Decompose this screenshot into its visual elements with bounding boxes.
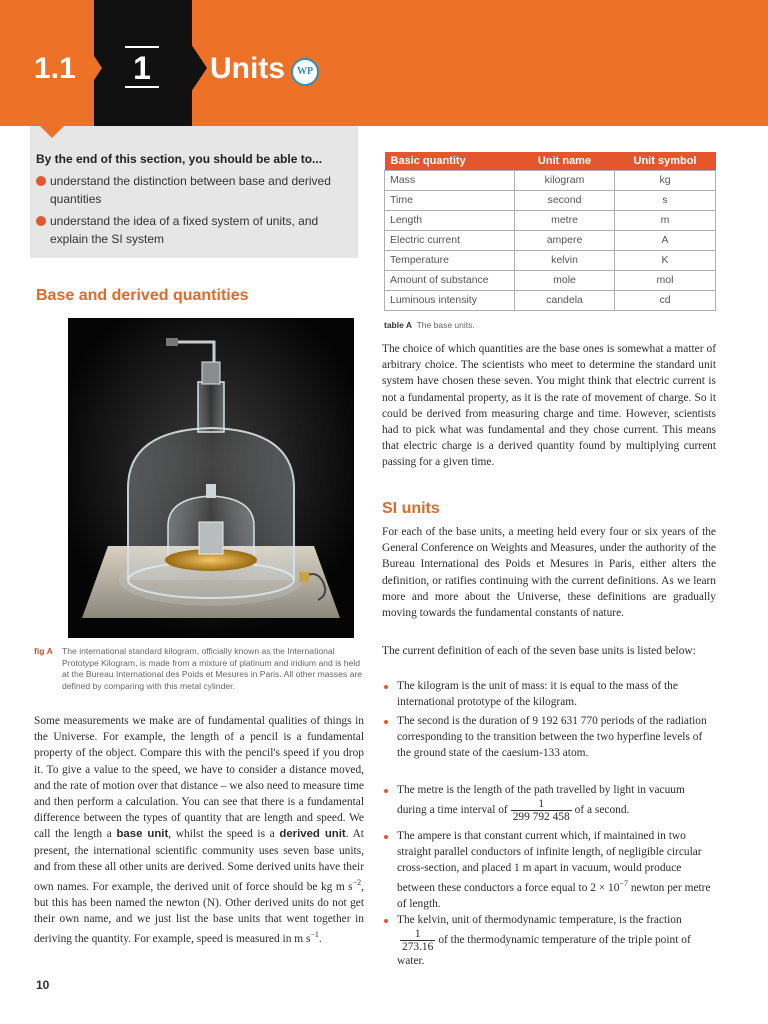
bullet-icon	[384, 789, 388, 793]
fraction	[400, 928, 435, 953]
table-cell: K	[615, 250, 716, 270]
table-cell: Time	[385, 190, 515, 210]
text-run: , but this has been named the newton (N). Other derived units do not get their own name, and we just list the base units that went together in deriving the quantity. For example, speed is measured in m s	[34, 880, 364, 946]
table-cell: kelvin	[515, 250, 615, 270]
table-cell: candela	[515, 290, 615, 310]
table-row	[385, 250, 716, 270]
table-cell: second	[515, 190, 615, 210]
bullet-icon	[384, 835, 388, 839]
table-cell: metre	[515, 210, 615, 230]
quantities-choice-paragraph: The choice of which quantities are the base ones is somewhat a matter of arbitrary choice. The scientists who meet to determine the standard unit system have chosen these seven. You might think that electric current is not a fundamental property, as it is the rate of movement of charge. So it could be derived from measuring charge and time. However, scientists had to pick what was fundamental and they chose current. This means that electric charge is a derived quantity found by multiplying current passing for a given time.	[382, 343, 716, 469]
text-run: . At present, the international scientific community uses seven base units, and from these all other units are derived. Some derived units have their own names. For example, the derived unit of force should be kg m s	[34, 828, 364, 893]
text-run: .	[318, 933, 322, 946]
list-item-second	[382, 713, 716, 761]
chapter-number-rule-bottom	[125, 86, 159, 88]
table-cell: s	[615, 190, 716, 210]
exponent: −2	[352, 878, 362, 888]
fraction	[511, 798, 572, 823]
objective-text: understand the idea of a fixed system of units, and explain the SI system	[50, 214, 319, 246]
table-cell: m	[615, 210, 716, 230]
table-cell: ampere	[515, 230, 615, 250]
table-caption	[384, 320, 475, 330]
table-cell: kg	[615, 170, 716, 190]
section-number: 1.1	[34, 52, 76, 85]
table-cell: Length	[385, 210, 515, 230]
text-run: The kelvin, unit of thermodynamic temperature, is the fraction	[397, 914, 682, 926]
list-item-text	[382, 782, 716, 823]
text-run: , whilst the speed is a	[168, 828, 280, 841]
fraction-denominator: 273.16	[402, 941, 434, 953]
text-run: The metre is the length of the path travelled by light in vacuum during a time interval of	[397, 784, 685, 817]
table-cell: Temperature	[385, 250, 515, 270]
chapter-arrow	[191, 44, 207, 92]
table-caption-text: The base units.	[416, 320, 475, 330]
chapter-number: 1	[133, 50, 151, 86]
section-heading-base-derived: Base and derived quantities	[36, 287, 249, 304]
bullet-icon	[36, 216, 46, 226]
wp-badge-icon[interactable]: WP	[291, 58, 319, 86]
list-item-text: The second is the duration of 9 192 631 770 periods of the radiation corresponding to the transition between the two hyperfine levels of the ground state of the caesium-133 atom.	[397, 715, 707, 759]
text-run: of the thermodynamic temperature of the triple point of water.	[397, 934, 691, 967]
objectives-heading: By the end of this section, you should be able to...	[36, 152, 323, 166]
chapter-number-rule-top	[125, 46, 159, 48]
table-row	[385, 230, 716, 250]
table-cell: A	[615, 230, 716, 250]
bullet-icon	[384, 685, 388, 689]
exponent: −7	[619, 879, 628, 888]
list-item-text	[382, 828, 716, 912]
fraction-numerator: 1	[511, 798, 572, 811]
table-cell: kilogram	[515, 170, 615, 190]
column-header: Unit symbol	[615, 152, 716, 170]
chapter-header-band	[0, 0, 768, 126]
column-header: Basic quantity	[385, 152, 515, 170]
table-cell: mol	[615, 270, 716, 290]
fraction-numerator: 1	[400, 928, 435, 941]
objective-item	[36, 212, 348, 248]
text-run: of a second.	[574, 804, 630, 817]
list-item-text: The kilogram is the unit of mass: it is equal to the mass of the international prototype of the kilogram.	[397, 680, 678, 708]
figure-caption-text: The international standard kilogram, officially known as the International Prototype Kilogram, is made from a mixture of platinum and iridium and is held at the Bureau International des Poids et Mesures in Paris. All other masses are defined by comparing with this metal cylinder.	[62, 646, 362, 691]
figure-caption	[34, 646, 364, 692]
list-item-text	[382, 912, 716, 969]
list-item-ampere	[382, 828, 716, 912]
objectives-notch	[40, 126, 64, 138]
table-row	[385, 170, 716, 190]
bullet-icon	[384, 720, 388, 724]
table-cell: Electric current	[385, 230, 515, 250]
table-cell: Luminous intensity	[385, 290, 515, 310]
term-base-unit: base unit	[116, 828, 169, 841]
base-units-table	[384, 152, 716, 311]
table-row	[385, 290, 716, 310]
objective-item	[36, 172, 336, 208]
section-arrow	[86, 44, 102, 92]
objective-text: understand the distinction between base and derived quantities	[50, 174, 331, 206]
text-run: Some measurements we make are of fundamental qualities of things in the Universe. For example, the length of a pencil is a fundamental property of the object. Compare this with the pencil's speed if you drop it. To give a value to the speed, we have to consider a distance moved, and the rate of motion over that distance – we also need to measure time and then perform a calculation. You can see that there is a fundamental difference between the types of quantity that are length and speed. We call the length a	[34, 715, 364, 841]
table-label: table A	[384, 320, 413, 330]
list-item-kilogram	[382, 678, 716, 710]
table-cell: cd	[615, 290, 716, 310]
table-cell: Mass	[385, 170, 515, 190]
si-list-intro-paragraph: The current definition of each of the seven base units is listed below:	[382, 645, 696, 657]
page-number: 10	[36, 978, 50, 992]
term-derived-unit: derived unit	[279, 828, 346, 841]
text-run: newton per metre of length.	[397, 881, 711, 910]
table-cell: mole	[515, 270, 615, 290]
table-row	[385, 210, 716, 230]
exponent: −1	[310, 930, 319, 940]
si-intro-paragraph: For each of the base units, a meeting held every four or six years of the General Conference on Weights and Measures, under the authority of the Bureau International des Poids et Mesures in Paris, either alters the definition, or ratifies continuing with the current definitions. As we learn more and more about the Universe, these definitions are gradually moving towards the fundamental constants of nature.	[382, 526, 716, 620]
figure-label: fig A	[34, 646, 53, 656]
table-row	[385, 190, 716, 210]
fraction-denominator: 299 792 458	[512, 811, 570, 823]
page-title: Units	[210, 52, 285, 85]
text-run: The ampere is that constant current which, if maintained in two straight parallel conductors of infinite length, of negligible circular cross-section, and placed 1 m apart in vacuum, would produce between these conductors a force equal to 2 × 10	[397, 830, 702, 894]
base-derived-paragraph	[34, 713, 364, 947]
kilogram-prototype-photo	[68, 318, 354, 638]
table-cell: Amount of substance	[385, 270, 515, 290]
section-heading-si-units: SI units	[382, 500, 440, 517]
table-row	[385, 270, 716, 290]
bullet-icon	[384, 919, 388, 923]
list-item-metre	[382, 782, 716, 823]
units-table	[384, 152, 716, 311]
list-item-kelvin	[382, 912, 716, 969]
column-header: Unit name	[515, 152, 615, 170]
table-header-row	[385, 152, 716, 170]
bullet-icon	[36, 176, 46, 186]
